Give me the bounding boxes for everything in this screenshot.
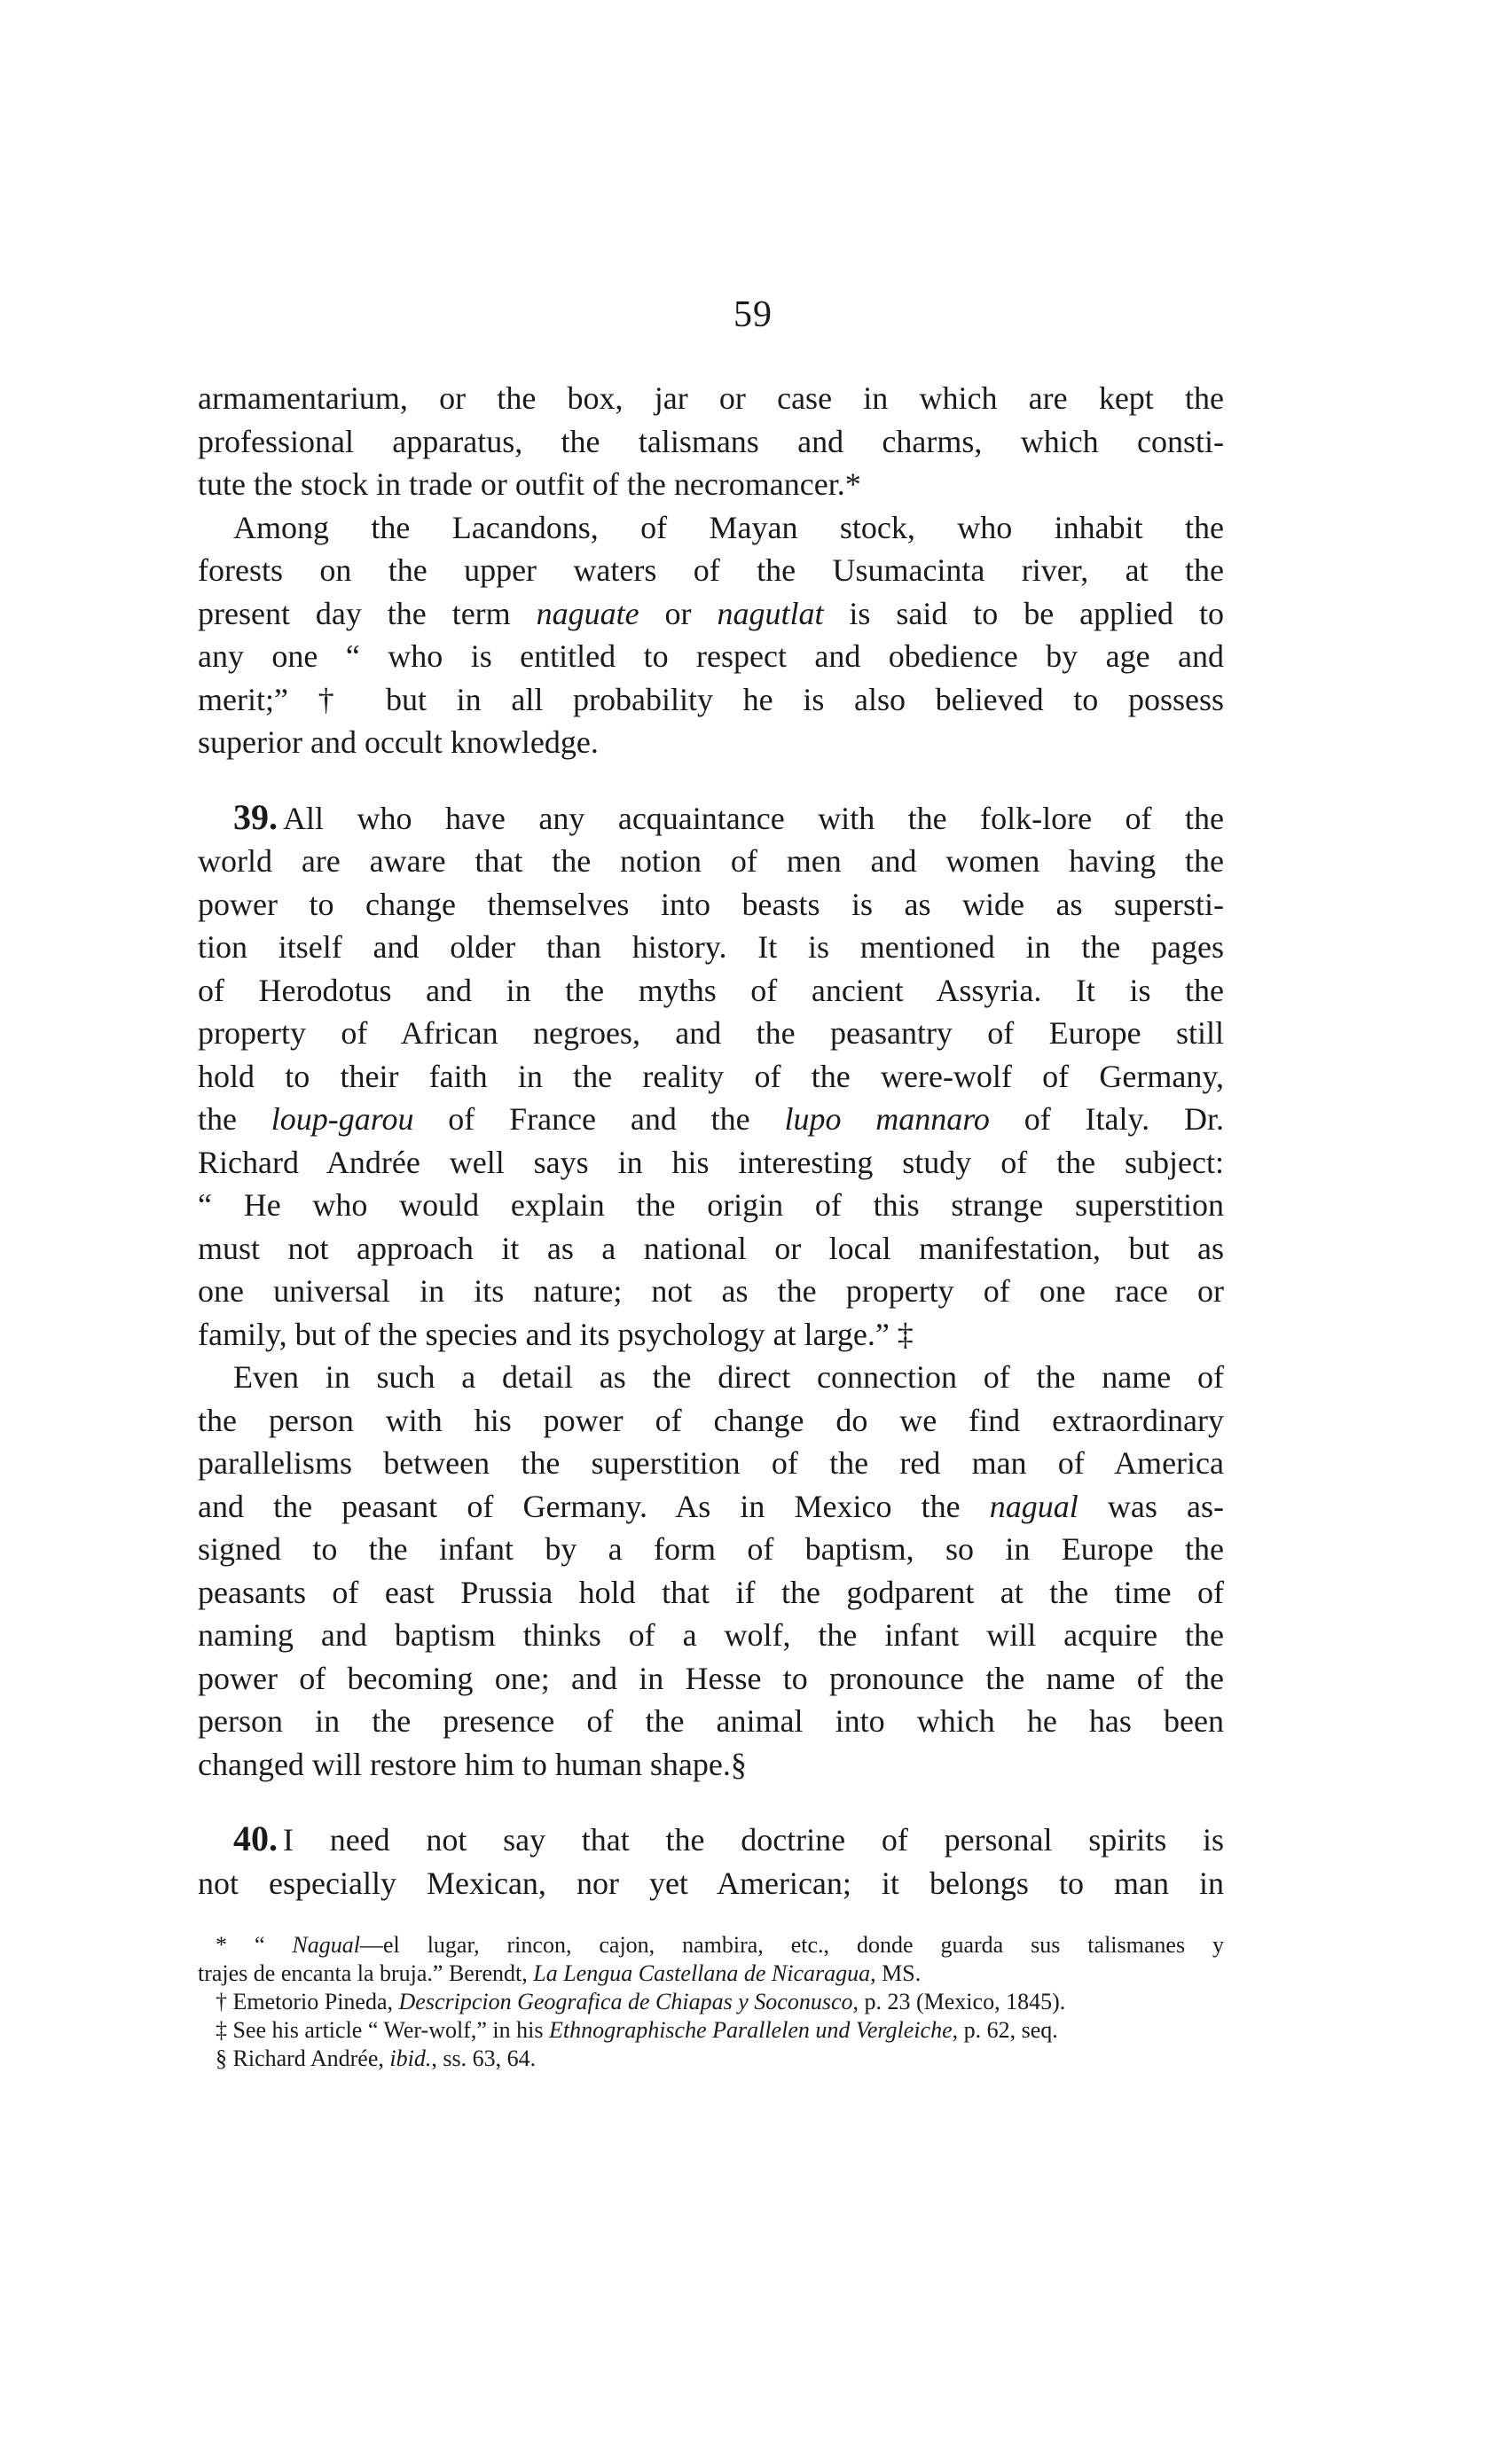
text-line: superior and occult knowledge.	[198, 724, 599, 760]
paragraph-armamentarium	[198, 377, 1224, 506]
section-number: 39.	[233, 796, 278, 837]
text-line-italic: present day the term naguate or nagutlat is said to be applied to	[198, 595, 1224, 631]
text-line: tute the stock in trade or outfit of the necromancer.*	[198, 466, 861, 502]
text-line: naming and baptism thinks of a wolf, the infant will acquire the	[198, 1617, 1224, 1653]
text-line: parallelisms between the superstition of the red man of America	[198, 1445, 1224, 1481]
text-line: peasants of east Prussia hold that if the godparent at the time of	[198, 1574, 1224, 1610]
paragraph-lacandons	[198, 506, 1224, 764]
text-line: the person with his power of change do we find extraordinary	[198, 1402, 1224, 1438]
text-line-content: I need not say that the doctrine of personal spirits is	[283, 1822, 1224, 1858]
section-number: 40.	[233, 1819, 278, 1858]
footnotes	[198, 1931, 1224, 2073]
text-line: property of African negroes, and the peasantry of Europe still	[198, 1015, 1224, 1051]
text-line: changed will restore him to human shape.§	[198, 1746, 747, 1782]
text-line: one universal in its nature; not as the property of one race or	[198, 1273, 1224, 1309]
text-line-italic: and the peasant of Germany. As in Mexico the nagual was as-	[198, 1488, 1224, 1524]
footnote: § Richard Andrée, ibid., ss. 63, 64.	[216, 2046, 537, 2071]
text-line: “ He who would explain the origin of this strange superstition	[198, 1187, 1224, 1223]
text-line: merit;” † but in all probability he is also believed to possess	[198, 681, 1224, 717]
text-line: Among the Lacandons, of Mayan stock, who inhabit the	[233, 509, 1224, 545]
text-line: Richard Andrée well says in his interesting study of the subject:	[198, 1144, 1224, 1180]
text-line: tion itself and older than history. It is mentioned in the pages	[198, 929, 1224, 965]
text-line: person in the presence of the animal into which he has been	[198, 1703, 1224, 1739]
text-line: family, but of the species and its psychology at large.” ‡	[198, 1316, 914, 1352]
footnote: * “ Nagual—el lugar, rincon, cajon, nambira, etc., donde guarda sus talismanes y	[216, 1932, 1224, 1958]
footnote: † Emetorio Pineda, Descripcion Geografica de Chiapas y Soconusco, p. 23 (Mexico, 1845).	[216, 1989, 1066, 2014]
text-line: of Herodotus and in the myths of ancient Assyria. It is the	[198, 972, 1224, 1008]
paragraph-section-40	[198, 1818, 1224, 1905]
paragraph-section-39	[198, 796, 1224, 1357]
text-line: world are aware that the notion of men and women having the	[198, 843, 1224, 879]
text-line: not especially Mexican, nor yet American; it belongs to man in	[198, 1865, 1224, 1901]
text-line-first	[198, 1818, 1224, 1862]
text-line: must not approach it as a national or local manifestation, but as	[198, 1230, 1224, 1266]
page-number: 59	[733, 294, 773, 335]
text-line: power to change themselves into beasts is as wide as supersti-	[198, 886, 1224, 922]
text-line: armamentarium, or the box, jar or case in which are kept the	[198, 380, 1224, 416]
text-line: professional apparatus, the talismans and charms, which consti-	[198, 423, 1224, 459]
paragraph-parallelisms	[198, 1356, 1224, 1786]
footnote: ‡ See his article “ Wer-wolf,” in his Ethnographische Parallelen und Vergleiche, p. 62, seq.	[216, 2017, 1058, 2043]
text-line: power of becoming one; and in Hesse to pronounce the name of the	[198, 1660, 1224, 1696]
text-line: any one “ who is entitled to respect and obedience by age and	[198, 638, 1224, 674]
text-line-first	[198, 796, 1224, 841]
text-line-content: All who have any acquaintance with the folk-lore of the	[283, 800, 1224, 836]
text-line-italic: the loup-garou of France and the lupo mannaro of Italy. Dr.	[198, 1101, 1224, 1137]
footnote-continuation: trajes de encanta la bruja.” Berendt, La Lengua Castellana de Nicaragua, MS.	[198, 1960, 922, 1986]
text-line: hold to their faith in the reality of the were-wolf of Germany,	[198, 1058, 1224, 1094]
text-line: signed to the infant by a form of baptism, so in Europe the	[198, 1531, 1224, 1567]
body-text	[198, 377, 1224, 1905]
text-line: Even in such a detail as the direct connection of the name of	[233, 1359, 1224, 1395]
text-line: forests on the upper waters of the Usumacinta river, at the	[198, 552, 1224, 588]
